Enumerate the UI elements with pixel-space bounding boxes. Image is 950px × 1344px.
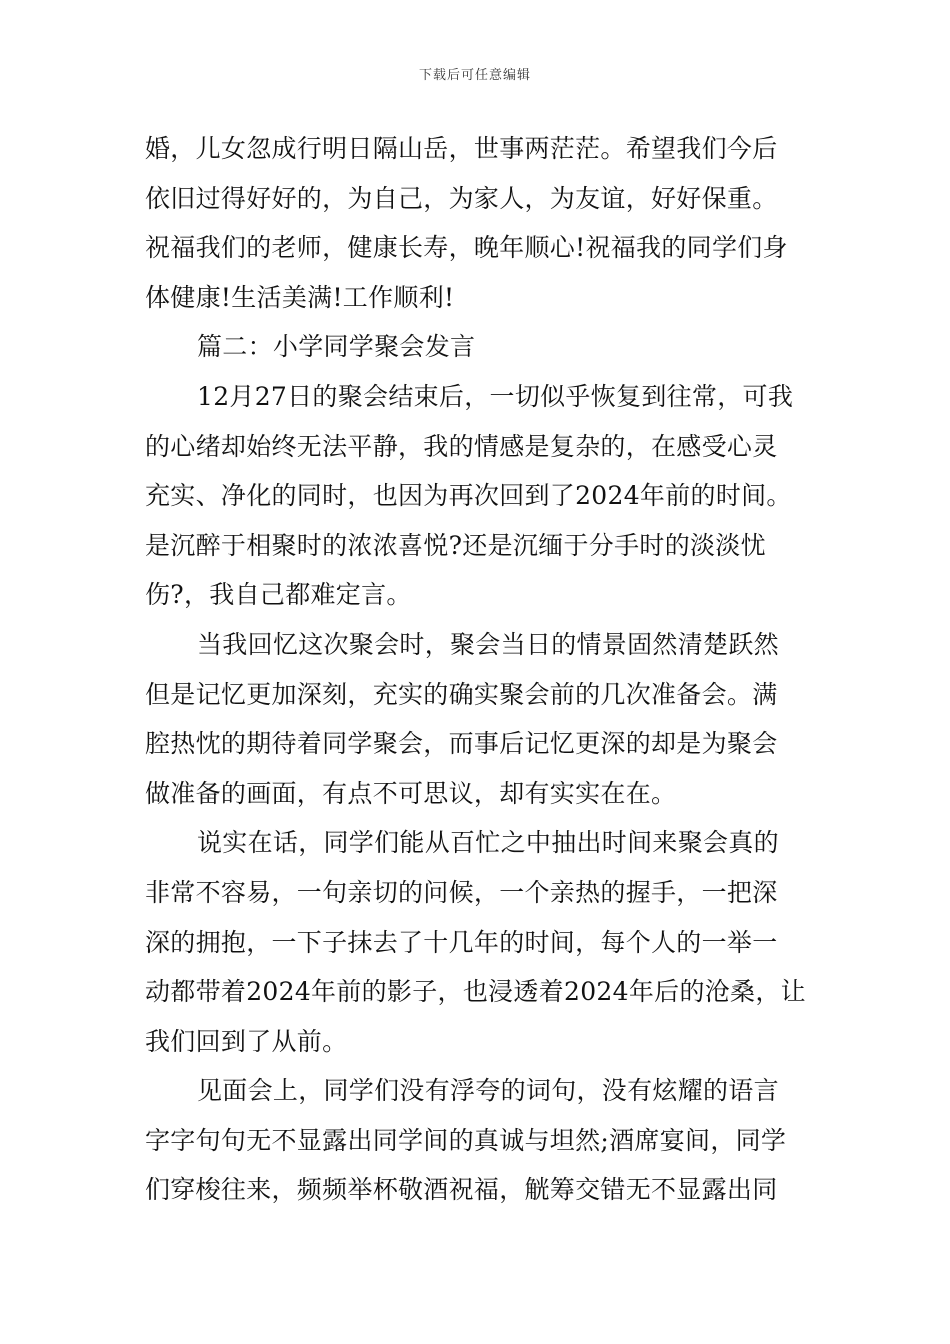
text-line: 我们回到了从前。	[145, 1026, 348, 1056]
text-line: 婚，儿女忽成行明日隔山岳，世事两茫茫。希望我们今后	[145, 134, 778, 163]
text-line: 说实在话，同学们能从百忙之中抽出时间来聚会真的	[197, 828, 779, 858]
text-line: 腔热忱的期待着同学聚会，而事后记忆更深的却是为聚会	[145, 729, 778, 759]
text-line: 是沉醉于相聚时的浓浓喜悦?还是沉缅于分手时的淡淡忧	[145, 530, 766, 560]
text-line: 体健康!生活美满!工作顺利!	[145, 282, 455, 312]
text-line: 12月27日的聚会结束后，一切似乎恢复到往常，可我	[197, 381, 794, 411]
text-line: 字字句句无不显露出同学间的真诚与坦然;酒席宴间，同学	[145, 1125, 787, 1155]
text-line: 深的拥抱，一下子抹去了十几年的时间，每个人的一举一	[145, 927, 778, 957]
text-line: 见面会上，同学们没有浮夸的词句，没有炫耀的语言	[197, 1076, 779, 1106]
text-line: 依旧过得好好的，为自己，为家人，为友谊，好好保重。	[145, 183, 778, 213]
text-line: 但是记忆更加深刻，充实的确实聚会前的几次准备会。满	[145, 679, 778, 709]
text-line: 当我回忆这次聚会时，聚会当日的情景固然清楚跃然	[197, 629, 779, 659]
text-line: 伤?，我自己都难定言。	[145, 580, 412, 610]
text-line: 祝福我们的老师，健康长寿，晚年顺心!祝福我的同学们身	[145, 233, 788, 263]
header-note: 下载后可任意编辑	[418, 68, 531, 83]
document-body	[145, 124, 810, 1215]
text-line: 的心绪却始终无法平静，我的情感是复杂的，在感受心灵	[145, 431, 778, 461]
text-line: 们穿梭往来，频频举杯敬酒祝福，觥筹交错无不显露出同	[145, 1175, 778, 1205]
text-line: 非常不容易，一句亲切的问候，一个亲热的握手，一把深	[145, 877, 778, 907]
text-line: 动都带着2024年前的影子，也浸透着2024年后的沧桑，让	[145, 977, 806, 1007]
section-heading: 篇二：小学同学聚会发言	[197, 332, 476, 362]
text-line: 充实、净化的同时，也因为再次回到了2024年前的时间。	[145, 481, 792, 511]
text-line: 做准备的画面，有点不可思议，却有实实在在。	[145, 778, 677, 808]
